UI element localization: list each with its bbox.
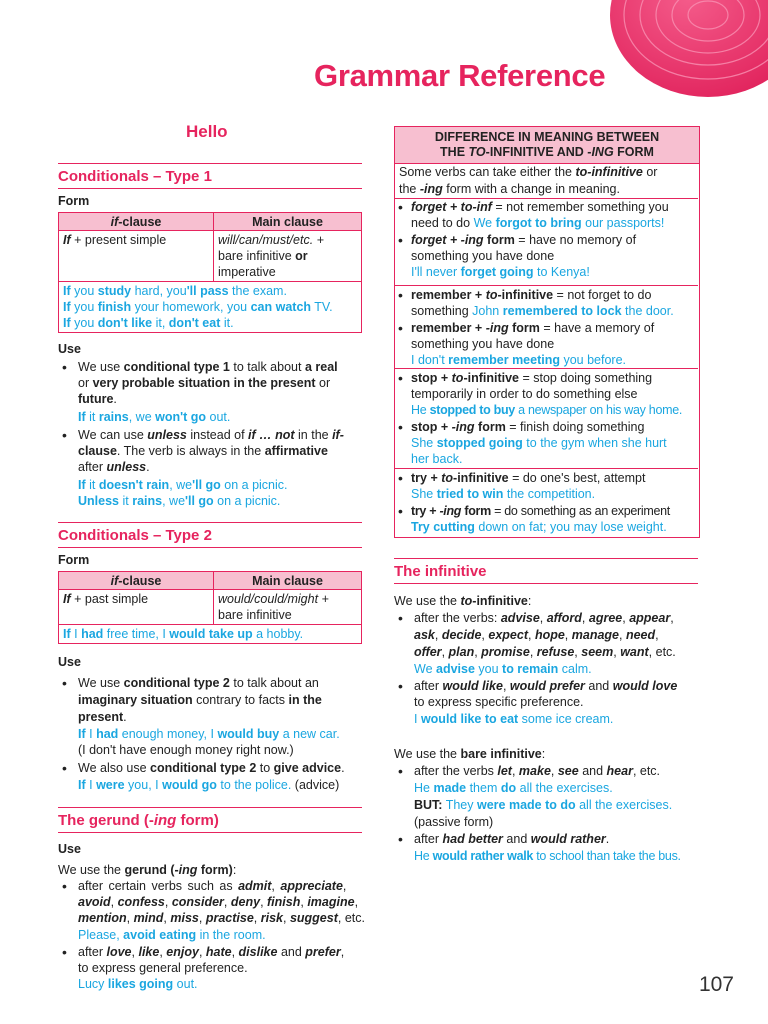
- conditionals-type1-heading: Conditionals – Type 1: [58, 163, 362, 189]
- remember-line: something John remembered to lock the door.: [411, 304, 674, 318]
- type2-use-line: present.: [78, 710, 127, 724]
- type1-examples: If you study hard, you'll pass the exam. If you finish your homework, you can watch TV. If you don't like it, don't eat it.: [59, 282, 362, 333]
- type2-example: If I had free time, I would take up a hobby.: [59, 625, 362, 644]
- stop-example: He stopped to buy a newspaper on his way home.: [411, 403, 683, 417]
- bare-infinitive-but: BUT: They were made to do all the exercises.: [414, 798, 673, 812]
- if-clause-cell: If + past simple: [59, 590, 214, 625]
- gerund-heading: The gerund (-ing form): [58, 807, 362, 833]
- use-label: Use: [58, 842, 81, 856]
- unless-line: clause. The verb is always in the affirmative: [78, 444, 328, 458]
- bullet: •: [398, 763, 403, 779]
- bullet: •: [398, 320, 403, 336]
- gerund-intro: We use the gerund (-ing form):: [58, 863, 237, 877]
- type1-use-line: future.: [78, 392, 117, 406]
- gerund-example: Lucy likes going out.: [78, 977, 198, 991]
- infinitive-preference-line: after would like, would prefer and would love: [414, 679, 678, 693]
- type2-use-example: If I had enough money, I would buy a new car.: [78, 727, 340, 741]
- type1-use-example: If it rains, we won't go out.: [78, 410, 231, 424]
- form-label: Form: [58, 194, 90, 208]
- remember-line: something you have done: [411, 337, 555, 351]
- unless-line: We can use unless instead of if … not in the if-: [78, 428, 344, 442]
- bare-infinitive-intro: We use the bare infinitive:: [394, 747, 546, 761]
- infinitive-preference-line: to express specific preference.: [414, 695, 584, 709]
- bullet: •: [398, 419, 403, 435]
- bullet: •: [398, 831, 403, 847]
- conditional-type1-table: [58, 212, 362, 333]
- unless-line: after unless.: [78, 460, 150, 474]
- type1-use-line: or very probable situation in the present or: [78, 376, 331, 390]
- bullet: •: [62, 675, 67, 691]
- try-line: try + -ing form = do something as an experiment: [411, 504, 670, 518]
- form-label: Form: [58, 553, 90, 567]
- gerund-verbs-line: after certain verbs such as admit, appreciate,: [78, 879, 347, 893]
- remember-line: remember + -ing form = have a memory of: [411, 321, 655, 335]
- stop-line: temporarily in order to do something else: [411, 387, 638, 401]
- if-clause-cell: If + present simple: [59, 231, 214, 282]
- bullet: •: [62, 944, 67, 960]
- infinitive-intro: We use the to-infinitive:: [394, 594, 532, 608]
- box-intro: Some verbs can take either the to-infinitive or: [399, 165, 658, 179]
- type2-use-note: (I don't have enough money right now.): [78, 743, 294, 757]
- remember-line: remember + to-infinitive = not forget to do: [411, 288, 652, 302]
- forget-line: forget + -ing form = have no memory of: [411, 233, 637, 247]
- try-example: Try cutting down on fat; you may lose weight.: [411, 520, 667, 534]
- gerund-verbs-line: mention, mind, miss, practise, risk, suggest, etc.: [78, 911, 365, 925]
- bullet: •: [398, 470, 403, 486]
- if-clause-header: if-clause: [59, 572, 214, 590]
- gerund-preference-line: after love, like, enjoy, hate, dislike and prefer,: [78, 945, 345, 959]
- unless-example: If it doesn't rain, we'll go on a picnic.: [78, 478, 288, 492]
- bullet: •: [398, 678, 403, 694]
- infinitive-example: I would like to eat some ice cream.: [414, 712, 614, 726]
- infinitive-verbs-line: ask, decide, expect, hope, manage, need,: [414, 628, 659, 642]
- advice-line: We also use conditional type 2 to give advice.: [78, 761, 345, 775]
- hello-heading: Hello: [186, 122, 228, 141]
- passive-note: (passive form): [414, 815, 494, 829]
- bullet: •: [398, 610, 403, 626]
- forget-line: forget + to-inf = not remember something you: [411, 200, 669, 214]
- unless-example: Unless it rains, we'll go on a picnic.: [78, 494, 281, 508]
- stop-example: She stopped going to the gym when she hurt: [411, 436, 667, 450]
- forget-line: something you have done: [411, 249, 555, 263]
- bullet: •: [398, 287, 403, 303]
- main-clause-header: Main clause: [214, 572, 362, 590]
- bare-infinitive-verbs: after the verbs let, make, see and hear, etc.: [414, 764, 661, 778]
- difference-box-heading: DIFFERENCE IN MEANING BETWEEN THE TO-INFINITIVE AND -ING FORM: [395, 127, 699, 164]
- forget-line: need to do We forgot to bring our passports!: [411, 216, 665, 230]
- bullet: •: [398, 503, 403, 519]
- bullet: •: [398, 370, 403, 386]
- main-clause-cell: will/can/must/etc. + bare infinitive or imperative: [214, 231, 362, 282]
- if-clause-header: if-clause: [59, 213, 214, 231]
- pink-circle-decoration: [608, 0, 768, 100]
- conditionals-type2-heading: Conditionals – Type 2: [58, 522, 362, 548]
- stop-example: her back.: [411, 452, 463, 466]
- infinitive-example: We advise you to remain calm.: [414, 662, 592, 676]
- page-title: Grammar Reference: [314, 58, 606, 93]
- bullet: •: [62, 359, 67, 375]
- box-intro: the -ing form with a change in meaning.: [399, 182, 620, 196]
- advice-example: If I were you, I would go to the police. (advice): [78, 778, 340, 792]
- infinitive-heading: The infinitive: [394, 558, 698, 584]
- main-clause-header: Main clause: [214, 213, 362, 231]
- infinitive-verbs-line: after the verbs: advise, afford, agree, appear,: [414, 611, 674, 625]
- bullet: •: [398, 199, 403, 215]
- stop-line: stop + to-infinitive = stop doing something: [411, 371, 653, 385]
- forget-example: I'll never forget going to Kenya!: [411, 265, 590, 279]
- bullet: •: [62, 878, 67, 894]
- bare-infinitive-example: He made them do all the exercises.: [414, 781, 613, 795]
- type2-use-line: imaginary situation contrary to facts in the: [78, 693, 322, 707]
- type1-use-line: We use conditional type 1 to talk about a real: [78, 360, 338, 374]
- bullet: •: [62, 427, 67, 443]
- try-line: try + to-infinitive = do one's best, attempt: [411, 471, 646, 485]
- try-example: She tried to win the competition.: [411, 487, 596, 501]
- bullet: •: [62, 760, 67, 776]
- bullet: •: [398, 232, 403, 248]
- had-better-line: after had better and would rather.: [414, 832, 610, 846]
- had-better-example: He would rather walk to school than take the bus.: [414, 849, 681, 863]
- use-label: Use: [58, 342, 81, 356]
- gerund-verbs-line: avoid, confess, consider, deny, finish, imagine,: [78, 895, 359, 909]
- conditional-type2-table: [58, 571, 362, 644]
- gerund-example: Please, avoid eating in the room.: [78, 928, 266, 942]
- remember-example: I don't remember meeting you before.: [411, 353, 627, 367]
- type2-use-line: We use conditional type 2 to talk about an: [78, 676, 319, 690]
- infinitive-verbs-line: offer, plan, promise, refuse, seem, want, etc.: [414, 645, 676, 659]
- stop-line: stop + -ing form = finish doing something: [411, 420, 645, 434]
- gerund-preference-line: to express general preference.: [78, 961, 248, 975]
- main-clause-cell: would/could/might + bare infinitive: [214, 590, 362, 625]
- use-label: Use: [58, 655, 81, 669]
- page-number: 107: [698, 973, 734, 996]
